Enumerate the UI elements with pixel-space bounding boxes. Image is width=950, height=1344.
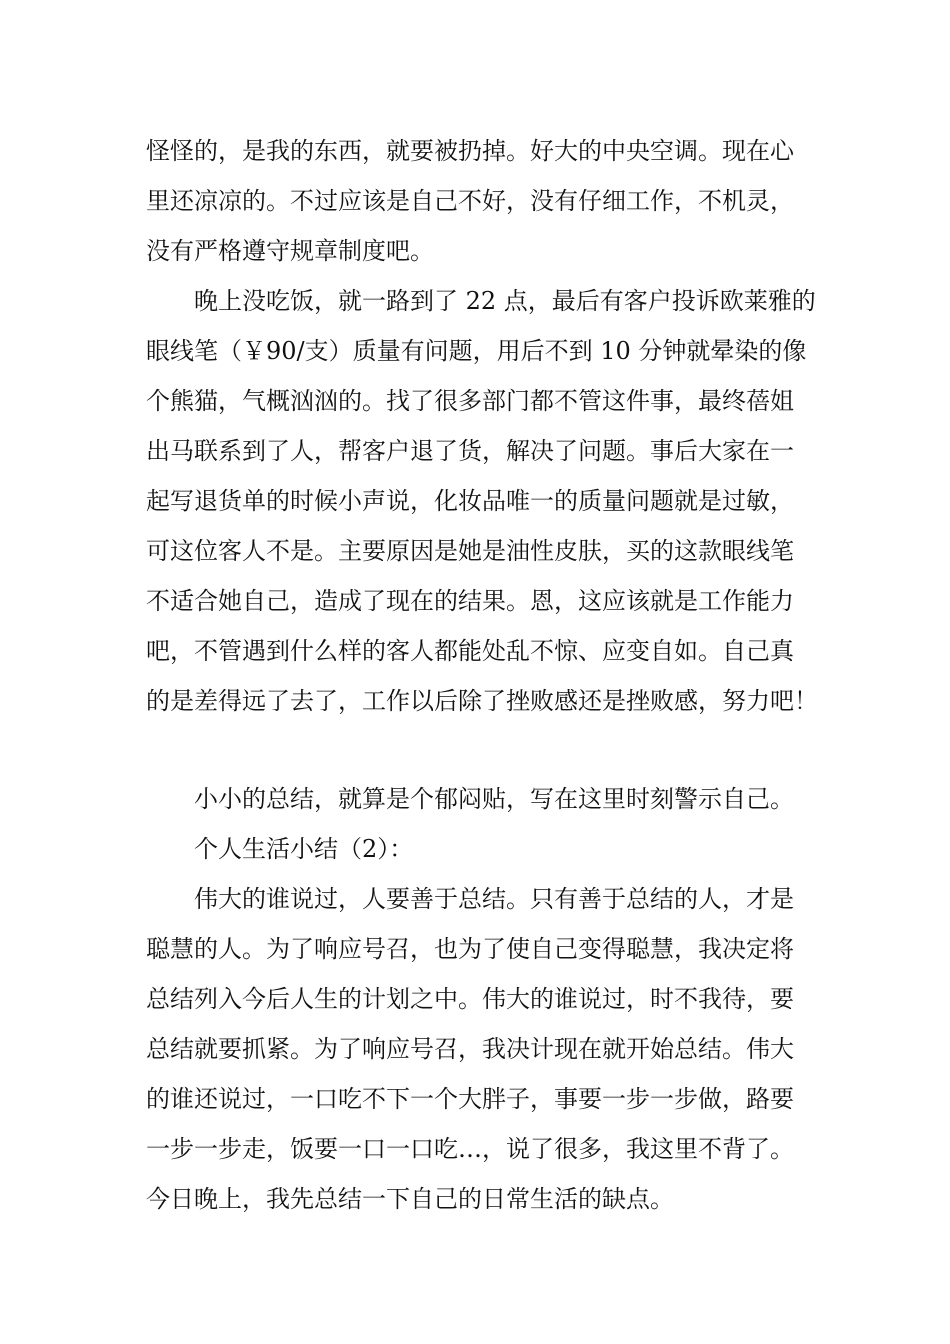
- paragraph-1-line-1: 怪怪的，是我的东西，就要被扔掉。好大的中央空调。现在心: [146, 137, 794, 165]
- paragraph-5-line-4: 总结就要抓紧。为了响应号召，我决计现在就开始总结。伟大: [146, 1035, 794, 1063]
- paragraph-3-line-1: 小小的总结，就算是个郁闷贴，写在这里时刻警示自己。: [194, 785, 794, 813]
- paragraph-5-line-3: 总结列入今后人生的计划之中。伟大的谁说过，时不我待，要: [146, 985, 794, 1013]
- paragraph-5-line-5: 的谁还说过，一口吃不下一个大胖子，事要一步一步做，路要: [146, 1085, 794, 1113]
- paragraph-2-line-4: 出马联系到了人，帮客户退了货，解决了问题。事后大家在一: [146, 437, 794, 465]
- section-heading: 个人生活小结（2）：: [194, 835, 414, 863]
- paragraph-1-line-2: 里还凉凉的。不过应该是自己不好，没有仔细工作，不机灵，: [146, 187, 794, 215]
- paragraph-2-line-6: 可这位客人不是。主要原因是她是油性皮肤，买的这款眼线笔: [146, 537, 794, 565]
- paragraph-2-line-8: 吧，不管遇到什么样的客人都能处乱不惊、应变自如。自己真: [146, 637, 794, 665]
- paragraph-5-line-2: 聪慧的人。为了响应号召，也为了使自己变得聪慧，我决定将: [146, 935, 794, 963]
- paragraph-1-line-3: 没有严格遵守规章制度吧。: [146, 237, 434, 265]
- paragraph-2-line-1: 晚上没吃饭，就一路到了 22 点，最后有客户投诉欧莱雅的: [194, 287, 816, 315]
- paragraph-5-line-6: 一步一步走，饭要一口一口吃…，说了很多，我这里不背了。: [146, 1135, 794, 1163]
- paragraph-2-line-7: 不适合她自己，造成了现在的结果。恩，这应该就是工作能力: [146, 587, 794, 615]
- paragraph-2-line-9: 的是差得远了去了，工作以后除了挫败感还是挫败感，努力吧！: [146, 687, 818, 715]
- paragraph-5-line-7: 今日晚上，我先总结一下自己的日常生活的缺点。: [146, 1185, 674, 1213]
- paragraph-2-line-2: 眼线笔（￥90/支）质量有问题，用后不到 10 分钟就晕染的像: [146, 337, 807, 365]
- paragraph-2-line-5: 起写退货单的时候小声说，化妆品唯一的质量问题就是过敏，: [146, 487, 794, 515]
- paragraph-5-line-1: 伟大的谁说过，人要善于总结。只有善于总结的人，才是: [194, 885, 794, 913]
- paragraph-2-line-3: 个熊猫，气概汹汹的。找了很多部门都不管这件事，最终蓓姐: [146, 387, 794, 415]
